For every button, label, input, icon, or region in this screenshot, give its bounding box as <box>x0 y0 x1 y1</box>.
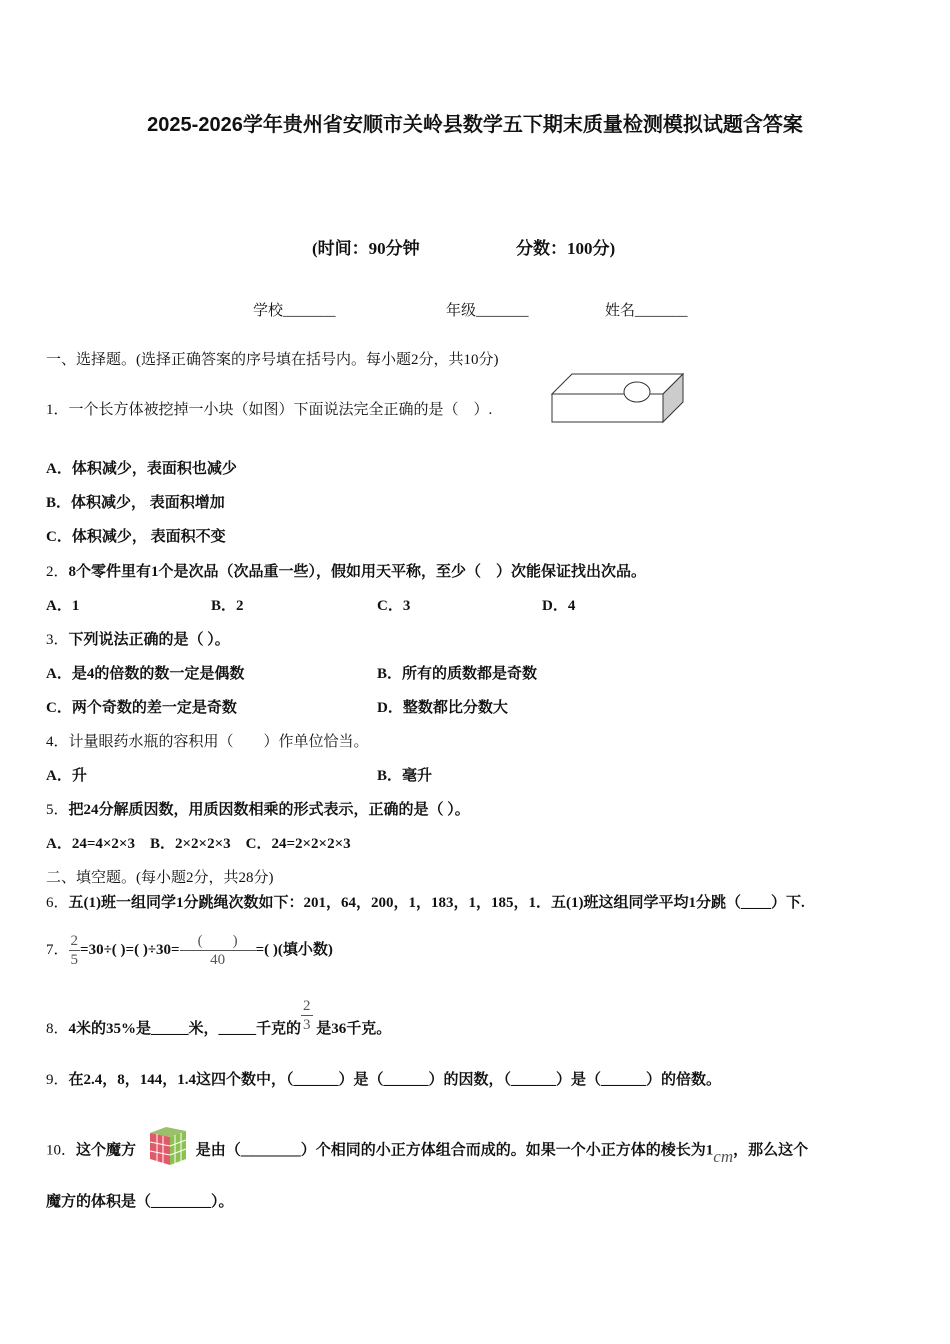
question-number: 8． <box>46 1020 69 1037</box>
question-text: 下列说法正确的是（ ）。 <box>68 632 230 648</box>
section2-heading: 二、填空题。(每小题2分，共28分) <box>46 870 274 886</box>
numerator: 2 <box>303 998 311 1014</box>
question-number: 6． <box>46 895 69 911</box>
q8-text-b: 是36千克。 <box>316 1020 392 1037</box>
question-3 <box>46 630 230 650</box>
question-text: 把24分解质因数，用质因数相乘的形式表示，正确的是（ ）。 <box>68 802 470 818</box>
q10-text-a: 这个魔方 <box>76 1142 137 1159</box>
grade-field[interactable]: 年级_______ <box>446 303 529 319</box>
name-field[interactable]: 姓名_______ <box>605 303 688 319</box>
question-text: 在2.4，8，144，1.4这四个数中，（______）是（______）的因数，（______）是（______）的倍数。 <box>68 1072 722 1088</box>
fraction <box>301 997 313 1034</box>
question-4 <box>46 732 369 752</box>
question-number: 9． <box>46 1072 69 1088</box>
q10-line2: 魔方的体积是（________）。 <box>46 1194 234 1210</box>
q2-option-b: B．2 <box>211 598 244 614</box>
question-text: 8个零件里有1个是次品（次品重一些），假如用天平称，至少（ ）次能保证找出次品。 <box>68 564 647 580</box>
q4-option-b: B．毫升 <box>377 768 433 784</box>
question-number: 10． <box>46 1142 77 1159</box>
question-7 <box>46 922 333 978</box>
question-number: 4． <box>46 734 69 750</box>
numerator: 2 <box>70 933 79 950</box>
question-text: 五(1)班一组同学1分跳绳次数如下：201，64，200，1，183，1，185，1．五(1)班这组同学平均1分跳（____）下. <box>68 895 805 911</box>
denominator: 3 <box>303 1017 311 1033</box>
question-number: 1． <box>46 402 69 418</box>
question-8 <box>46 998 392 1048</box>
q1-option-c: C．体积减少， 表面积不变 <box>46 529 226 545</box>
q8-text-a: 4米的35%是_____米，_____千克的 <box>68 1020 302 1037</box>
q2-option-d: D．4 <box>542 598 576 614</box>
q7-middle: =30÷( )=( )÷30= <box>80 942 180 958</box>
q3-option-b: B．所有的质数都是奇数 <box>377 666 538 682</box>
denominator: 5 <box>70 952 79 969</box>
question-number: 5． <box>46 802 69 818</box>
exam-time: (时间：90分钟 <box>312 239 420 258</box>
q2-option-c: C．3 <box>377 598 411 614</box>
fraction <box>180 932 256 969</box>
q4-option-a: A．升 <box>46 768 87 784</box>
page-title: 2025-2026学年贵州省安顺市关岭县数学五下期末质量检测模拟试题含答案 <box>147 114 803 136</box>
q3-option-c: C．两个奇数的差一定是奇数 <box>46 700 237 716</box>
question-number: 7． <box>46 942 69 958</box>
q10-text-b: 是由（________）个相同的小正方体组合而成的。如果一个小正方体的棱长为1 <box>195 1142 714 1159</box>
question-1 <box>46 400 492 420</box>
question-text: 一个长方体被挖掉一小块（如图）下面说法完全正确的是（ ）. <box>68 402 493 418</box>
q7-tail: =( )(填小数) <box>255 942 333 958</box>
unit-cm: cm <box>713 1147 734 1167</box>
section1-heading: 一、选择题。(选择正确答案的序号填在括号内。每小题2分，共10分) <box>46 352 499 368</box>
question-6 <box>46 893 805 913</box>
denominator: 40 <box>210 952 226 969</box>
q3-option-d: D．整数都比分数大 <box>377 700 508 716</box>
q3-option-a: A．是4的倍数的数一定是偶数 <box>46 666 245 682</box>
q2-option-a: A．1 <box>46 598 80 614</box>
school-field[interactable]: 学校_______ <box>253 303 336 319</box>
question-10 <box>46 1129 808 1173</box>
q5-options: A．24=4×2×3 B．2×2×2×3 C．24=2×2×2×3 <box>46 836 351 852</box>
numerator: ( ) <box>180 932 256 951</box>
cuboid-figure <box>550 372 686 424</box>
question-text: 计量眼药水瓶的容积用（ ）作单位恰当。 <box>68 734 369 750</box>
fraction <box>69 932 81 969</box>
q1-option-b: B．体积减少， 表面积增加 <box>46 495 225 511</box>
question-number: 2． <box>46 564 69 580</box>
exam-score: 分数：100分) <box>516 239 616 258</box>
q10-text-c: ，那么这个 <box>733 1142 809 1159</box>
question-2 <box>46 562 646 582</box>
rubiks-cube-image <box>146 1123 190 1167</box>
question-number: 3． <box>46 632 69 648</box>
question-5 <box>46 800 470 820</box>
question-9 <box>46 1070 721 1090</box>
q1-option-a: A．体积减少，表面积也减少 <box>46 461 237 477</box>
